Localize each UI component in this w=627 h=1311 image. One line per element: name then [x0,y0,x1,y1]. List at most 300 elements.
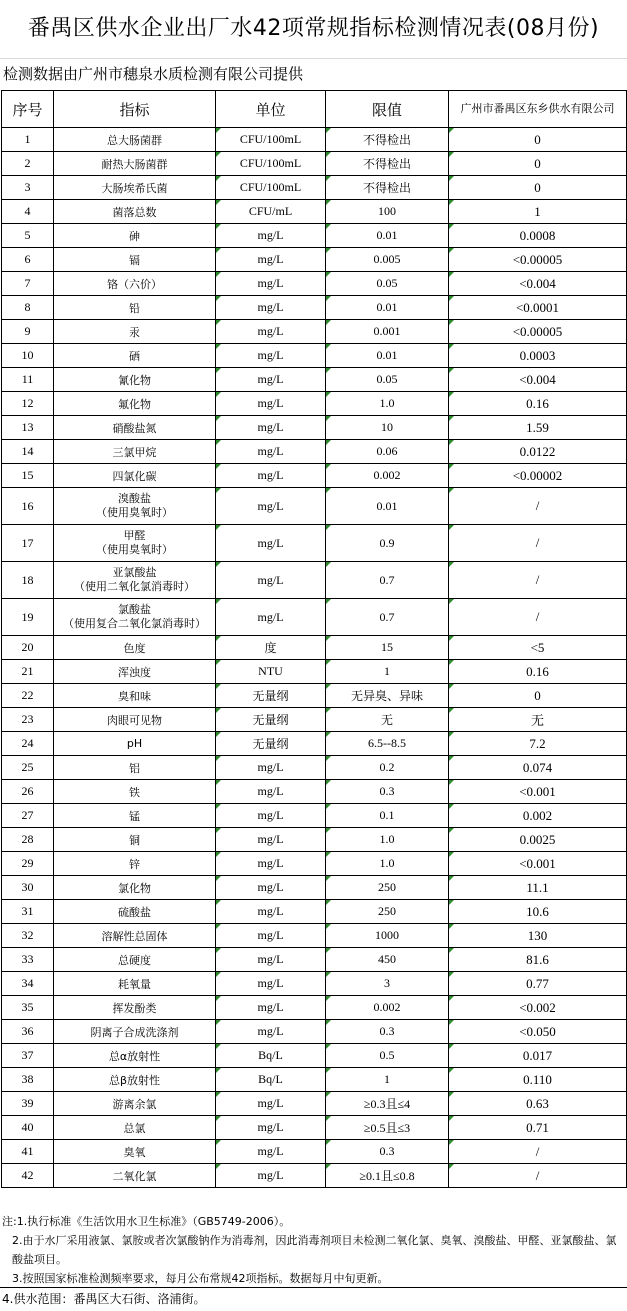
cell-result: 0.0003 [449,344,627,368]
cell-limit: 0.01 [326,296,449,320]
cell-indicator [54,1164,216,1188]
table-row [2,128,627,152]
cell-seq: 30 [2,876,54,900]
cell-limit: 0.06 [326,440,449,464]
cell-seq: 14 [2,440,54,464]
cell-indicator [54,996,216,1020]
cell-limit: 无 [326,708,449,732]
cell-unit: mg/L [216,804,326,828]
table-row [2,368,627,392]
cell-indicator [54,900,216,924]
indicator-name: 硝酸盐氮 [112,421,157,435]
cell-seq: 6 [2,248,54,272]
indicator-name: 铅 [129,301,140,315]
cell-indicator [54,440,216,464]
indicator-name: 溶解性总固体 [101,929,168,943]
table-row [2,1044,627,1068]
cell-seq: 42 [2,1164,54,1188]
cell-result: 0.017 [449,1044,627,1068]
data-source-line: 检测数据由广州市穗泉水质检测有限公司提供 [0,58,627,88]
cell-seq: 25 [2,756,54,780]
cell-limit: 6.5--8.5 [326,732,449,756]
indicator-name: 总氯 [123,1121,146,1135]
cell-unit: mg/L [216,599,326,636]
cell-limit: 0.002 [326,464,449,488]
cell-result: 0.074 [449,756,627,780]
cell-seq: 18 [2,562,54,599]
indicator-name: 臭和味 [118,689,151,703]
table-row [2,392,627,416]
water-quality-table [1,90,627,1188]
cell-result: <0.004 [449,368,627,392]
table-row [2,248,627,272]
cell-limit: 100 [326,200,449,224]
cell-indicator [54,756,216,780]
cell-seq: 36 [2,1020,54,1044]
cell-seq: 7 [2,272,54,296]
table-row [2,440,627,464]
cell-seq: 28 [2,828,54,852]
cell-indicator [54,599,216,636]
cell-result: / [449,1164,627,1188]
cell-unit: mg/L [216,852,326,876]
cell-indicator [54,708,216,732]
cell-indicator [54,684,216,708]
cell-limit: 0.7 [326,562,449,599]
cell-result: <0.001 [449,780,627,804]
cell-unit: mg/L [216,900,326,924]
indicator-name: 氯化物 [118,881,151,895]
table-row [2,1020,627,1044]
cell-indicator [54,1116,216,1140]
note-1: 注:1.执行标准《生活饮用水卫生标准》（GB5749-2006）。 [2,1215,291,1228]
note-3: 3.按照国家标准检测频率要求，每月公布常规42项指标。数据每月中旬更新。 [12,1272,389,1285]
indicator-name: 亚氯酸盐 [112,566,157,579]
table-row [2,525,627,562]
indicator-name: 氰化物 [118,373,151,387]
cell-result: / [449,562,627,599]
cell-result: 1 [449,200,627,224]
cell-indicator [54,1092,216,1116]
cell-indicator [54,128,216,152]
indicator-name: pH [126,737,143,750]
cell-indicator [54,636,216,660]
cell-limit: 0.7 [326,599,449,636]
cell-indicator [54,464,216,488]
cell-seq: 26 [2,780,54,804]
table-row [2,1140,627,1164]
cell-result: 0.002 [449,804,627,828]
indicator-name: 二氧化氯 [112,1169,157,1183]
table-row [2,1092,627,1116]
table-row [2,948,627,972]
cell-seq: 15 [2,464,54,488]
cell-unit: 度 [216,636,326,660]
cell-seq: 24 [2,732,54,756]
cell-limit: 15 [326,636,449,660]
cell-limit: 1.0 [326,392,449,416]
cell-seq: 23 [2,708,54,732]
cell-unit: mg/L [216,488,326,525]
cell-seq: 38 [2,1068,54,1092]
cell-unit: mg/L [216,828,326,852]
cell-result: / [449,1140,627,1164]
cell-seq: 9 [2,320,54,344]
cell-limit: ≥0.1且≤0.8 [326,1164,449,1188]
cell-indicator [54,272,216,296]
cell-seq: 16 [2,488,54,525]
table-row [2,852,627,876]
cell-result: 0 [449,176,627,200]
indicator-name: 菌落总数 [112,205,157,219]
cell-seq: 29 [2,852,54,876]
cell-unit: Bq/L [216,1044,326,1068]
cell-seq: 4 [2,200,54,224]
cell-result: 0 [449,684,627,708]
cell-limit: 3 [326,972,449,996]
cell-unit: mg/L [216,440,326,464]
cell-limit: 0.9 [326,525,449,562]
cell-unit: mg/L [216,525,326,562]
cell-unit: mg/L [216,464,326,488]
cell-result: 11.1 [449,876,627,900]
cell-limit: 0.001 [326,320,449,344]
table-row [2,996,627,1020]
cell-result: <0.050 [449,1020,627,1044]
cell-limit: 250 [326,900,449,924]
cell-seq: 2 [2,152,54,176]
indicator-name: 硒 [129,349,140,363]
header-company: 广州市番禺区东乡供水有限公司 [449,91,627,128]
cell-result: <0.00002 [449,464,627,488]
indicator-condition: （使用复合二氧化氯消毒时） [63,617,206,630]
cell-seq: 31 [2,900,54,924]
table-row [2,464,627,488]
cell-limit: 0.1 [326,804,449,828]
cell-unit: 无量纲 [216,732,326,756]
table-row [2,1164,627,1188]
cell-unit: mg/L [216,780,326,804]
table-row [2,660,627,684]
cell-limit: 0.005 [326,248,449,272]
cell-unit: mg/L [216,876,326,900]
cell-indicator [54,732,216,756]
cell-limit: 0.05 [326,368,449,392]
cell-indicator [54,972,216,996]
table-row [2,272,627,296]
cell-limit: 1 [326,1068,449,1092]
notes-block [0,1208,627,1288]
cell-seq: 21 [2,660,54,684]
indicator-name: 阴离子合成洗涤剂 [90,1025,179,1039]
cell-result: 0.110 [449,1068,627,1092]
cell-result: <0.00005 [449,320,627,344]
cell-result: 0.16 [449,660,627,684]
table-row [2,200,627,224]
cell-result: <0.002 [449,996,627,1020]
table-header-row [2,91,627,128]
table-row [2,320,627,344]
cell-unit: mg/L [216,1140,326,1164]
indicator-name: 总大肠菌群 [107,133,162,147]
cell-unit: mg/L [216,272,326,296]
cell-indicator [54,248,216,272]
cell-result: 0.16 [449,392,627,416]
cell-unit: mg/L [216,972,326,996]
cell-indicator [54,780,216,804]
cell-seq: 39 [2,1092,54,1116]
cell-result: <0.001 [449,852,627,876]
cell-result: 0.71 [449,1116,627,1140]
cell-indicator [54,152,216,176]
cell-result: 1.59 [449,416,627,440]
cell-result: <0.004 [449,272,627,296]
cell-result: <5 [449,636,627,660]
cell-limit: 0.5 [326,1044,449,1068]
table-row [2,1116,627,1140]
table-row [2,599,627,636]
header-limit: 限值 [326,91,449,128]
cell-unit: mg/L [216,924,326,948]
table-row [2,344,627,368]
cell-indicator [54,416,216,440]
table-row [2,732,627,756]
cell-seq: 3 [2,176,54,200]
cell-result: 0.0025 [449,828,627,852]
cell-unit: mg/L [216,392,326,416]
cell-result: 0.77 [449,972,627,996]
cell-limit: 0.3 [326,1140,449,1164]
indicator-name: 硫酸盐 [118,905,151,919]
cell-limit: 不得检出 [326,152,449,176]
cell-seq: 19 [2,599,54,636]
header-indicator: 指标 [54,91,216,128]
indicator-condition: （使用臭氧时） [96,543,173,556]
cell-unit: mg/L [216,1116,326,1140]
cell-limit: 0.01 [326,224,449,248]
cell-limit: 0.01 [326,344,449,368]
table-row [2,756,627,780]
cell-limit: 250 [326,876,449,900]
cell-result: 0 [449,128,627,152]
cell-unit: mg/L [216,756,326,780]
indicator-name: 溴酸盐 [118,492,151,505]
cell-limit: 0.3 [326,780,449,804]
indicator-name: 色度 [123,641,146,655]
cell-limit: 不得检出 [326,128,449,152]
table-row [2,924,627,948]
cell-seq: 12 [2,392,54,416]
cell-unit: mg/L [216,368,326,392]
cell-unit: mg/L [216,320,326,344]
indicator-name: 铝 [129,761,140,775]
table-row [2,828,627,852]
cell-limit: 不得检出 [326,176,449,200]
indicator-name: 挥发酚类 [112,1001,157,1015]
cell-seq: 32 [2,924,54,948]
cell-indicator [54,296,216,320]
cell-indicator [54,344,216,368]
cell-result: 130 [449,924,627,948]
cell-indicator [54,924,216,948]
table-row [2,416,627,440]
table-body [2,128,627,1188]
indicator-name: 浑浊度 [118,665,151,679]
indicator-name: 三氯甲烷 [112,445,157,459]
indicator-name: 铬（六价） [107,277,162,291]
cell-seq: 27 [2,804,54,828]
table-row [2,296,627,320]
cell-seq: 37 [2,1044,54,1068]
cell-indicator [54,804,216,828]
cell-limit: 0.002 [326,996,449,1020]
indicator-name: 锰 [129,809,140,823]
table-row [2,152,627,176]
cell-indicator [54,852,216,876]
cell-indicator [54,368,216,392]
cell-result: 0.63 [449,1092,627,1116]
indicator-name: 游离余氯 [112,1097,157,1111]
cell-indicator [54,224,216,248]
header-unit: 单位 [216,91,326,128]
cell-unit: CFU/100mL [216,128,326,152]
cell-seq: 11 [2,368,54,392]
indicator-name: 总α放射性 [108,1049,161,1063]
indicator-name: 肉眼可见物 [107,713,162,727]
cell-seq: 1 [2,128,54,152]
cell-limit: ≥0.3且≤4 [326,1092,449,1116]
cell-unit: mg/L [216,948,326,972]
cell-indicator [54,320,216,344]
cell-seq: 35 [2,996,54,1020]
indicator-condition: （使用臭氧时） [96,506,173,519]
cell-seq: 34 [2,972,54,996]
cell-result: 0 [449,152,627,176]
indicator-name: 四氯化碳 [112,469,157,483]
cell-indicator [54,1140,216,1164]
table-row [2,876,627,900]
table-row [2,708,627,732]
table-row [2,804,627,828]
cell-unit: mg/L [216,996,326,1020]
supply-scope: 4.供水范围：番禺区大石街、洛浦街。 [2,1292,206,1306]
cell-unit: mg/L [216,1164,326,1188]
table-row [2,1068,627,1092]
cell-seq: 41 [2,1140,54,1164]
indicator-name: 总β放射性 [108,1073,161,1087]
cell-seq: 8 [2,296,54,320]
cell-result: 0.0122 [449,440,627,464]
indicator-name: 耐热大肠菌群 [101,157,168,171]
table-row [2,780,627,804]
cell-unit: mg/L [216,1020,326,1044]
table-row [2,488,627,525]
cell-unit: mg/L [216,562,326,599]
cell-indicator [54,660,216,684]
cell-indicator [54,525,216,562]
cell-unit: CFU/100mL [216,176,326,200]
cell-limit: 0.2 [326,756,449,780]
indicator-name: 锌 [129,857,140,871]
indicator-name: 臭氧 [123,1145,146,1159]
cell-limit: 450 [326,948,449,972]
indicator-name: 甲醛 [123,529,146,542]
cell-result: <0.00005 [449,248,627,272]
cell-result: 0.0008 [449,224,627,248]
table-row [2,684,627,708]
cell-result: / [449,488,627,525]
header-seq: 序号 [2,91,54,128]
cell-indicator [54,488,216,525]
cell-result: 10.6 [449,900,627,924]
cell-limit: 1000 [326,924,449,948]
cell-limit: 1.0 [326,852,449,876]
cell-seq: 17 [2,525,54,562]
indicator-name: 镉 [129,253,140,267]
cell-result: / [449,525,627,562]
cell-seq: 10 [2,344,54,368]
cell-limit: 0.05 [326,272,449,296]
indicator-name: 大肠埃希氏菌 [101,181,168,195]
cell-indicator [54,1044,216,1068]
cell-unit: mg/L [216,224,326,248]
cell-seq: 33 [2,948,54,972]
cell-unit: 无量纲 [216,684,326,708]
cell-indicator [54,1068,216,1092]
indicator-name: 耗氧量 [118,977,151,991]
cell-limit: 1.0 [326,828,449,852]
cell-result: 无 [449,708,627,732]
table-row [2,636,627,660]
cell-result: 81.6 [449,948,627,972]
table-row [2,972,627,996]
indicator-condition: （使用二氧化氯消毒时） [74,580,195,593]
cell-indicator [54,1020,216,1044]
cell-seq: 5 [2,224,54,248]
cell-limit: 1 [326,660,449,684]
cell-unit: Bq/L [216,1068,326,1092]
indicator-name: 氯酸盐 [118,603,151,616]
cell-unit: mg/L [216,344,326,368]
cell-unit: NTU [216,660,326,684]
cell-result: / [449,599,627,636]
indicator-name: 砷 [129,229,140,243]
cell-indicator [54,200,216,224]
cell-indicator [54,948,216,972]
cell-unit: mg/L [216,1092,326,1116]
cell-unit: CFU/mL [216,200,326,224]
cell-unit: mg/L [216,248,326,272]
indicator-name: 氟化物 [118,397,151,411]
cell-seq: 13 [2,416,54,440]
note-2: 2.由于水厂采用液氯、氯胺或者次氯酸钠作为消毒剂，因此消毒剂项目未检测二氧化氯、臭氧、溴酸盐、甲醛、亚氯酸盐、氯酸盐项目。 [12,1234,617,1266]
cell-unit: mg/L [216,416,326,440]
cell-limit: 0.01 [326,488,449,525]
table-row [2,224,627,248]
cell-limit: 10 [326,416,449,440]
cell-result: 7.2 [449,732,627,756]
page-title: 番禺区供水企业出厂水42项常规指标检测情况表(08月份) [27,16,600,41]
cell-result: <0.0001 [449,296,627,320]
cell-indicator [54,562,216,599]
cell-seq: 40 [2,1116,54,1140]
cell-indicator [54,876,216,900]
cell-unit: CFU/100mL [216,152,326,176]
cell-indicator [54,828,216,852]
cell-indicator [54,176,216,200]
table-row [2,900,627,924]
table-row [2,176,627,200]
